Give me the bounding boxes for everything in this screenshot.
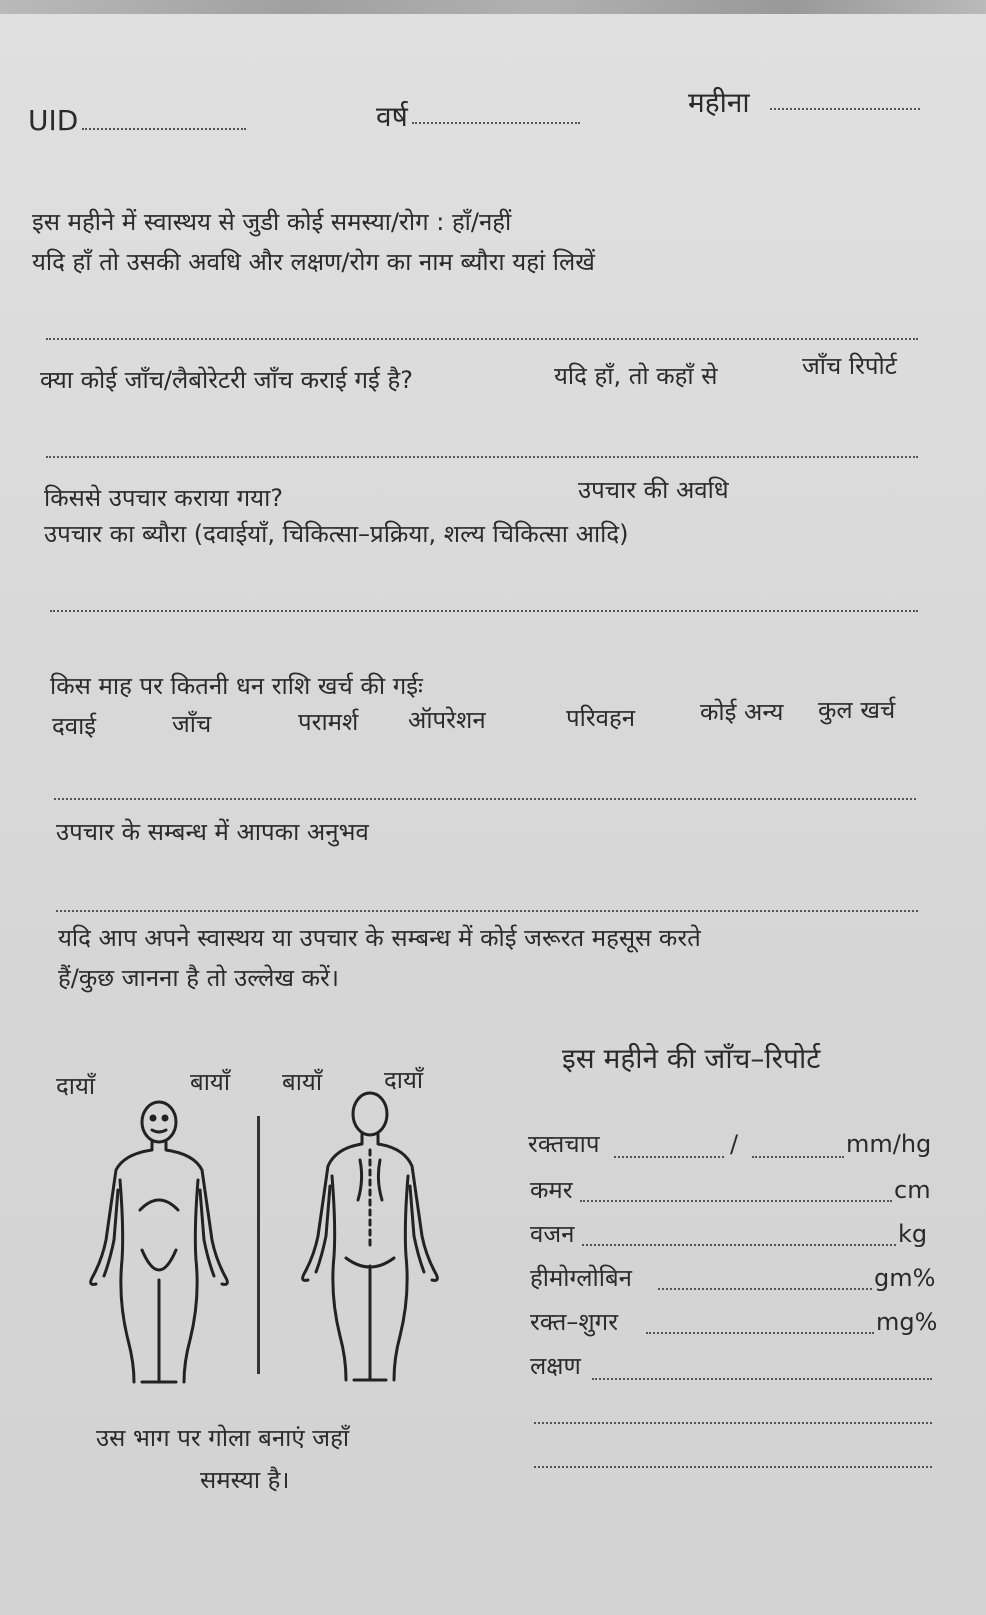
expense-field[interactable] — [54, 798, 916, 800]
lab-test-question: क्या कोई जाँच/लैबोरेटरी जाँच कराई गई है? — [40, 366, 413, 394]
symptoms-field-3[interactable] — [534, 1466, 932, 1468]
health-issue-question: इस महीने में स्वास्थय से जुडी कोई समस्या/रोग : हाँ/नहीं — [32, 208, 512, 236]
hemoglobin-label: हीमोग्लोबिन — [530, 1264, 632, 1292]
expense-col-consultation: परामर्श — [298, 708, 359, 736]
bp-label: रक्तचाप — [528, 1130, 600, 1158]
hemoglobin-field[interactable] — [658, 1288, 872, 1290]
year-label: वर्ष — [376, 100, 408, 133]
lab-test-where: यदि हाँ, तो कहाँ से — [554, 362, 718, 390]
front-left-label: बायाँ — [190, 1068, 231, 1096]
year-field[interactable] — [412, 122, 580, 124]
lab-test-report: जाँच रिपोर्ट — [802, 352, 897, 380]
blood-sugar-unit: mg% — [876, 1308, 938, 1336]
body-front-figure[interactable] — [84, 1100, 234, 1390]
treatment-duration: उपचार की अवधि — [578, 476, 729, 504]
weight-label: वजन — [530, 1220, 575, 1248]
expense-col-transport: परिवहन — [566, 704, 636, 732]
diagram-caption-line1: उस भाग पर गोला बनाएं जहाँ — [96, 1424, 350, 1452]
back-left-label: बायाँ — [282, 1068, 323, 1096]
waist-field[interactable] — [580, 1200, 892, 1202]
lab-test-field[interactable] — [46, 456, 918, 458]
bp-systolic-field[interactable] — [614, 1156, 724, 1158]
symptoms-label: लक्षण — [530, 1352, 581, 1380]
weight-field[interactable] — [582, 1244, 896, 1246]
treatment-details: उपचार का ब्यौरा (दवाईयाँ, चिकित्सा–प्रक्रिया, शल्य चिकित्सा आदि) — [44, 520, 629, 548]
experience-label: उपचार के सम्बन्ध में आपका अनुभव — [56, 818, 369, 846]
expense-col-medicine: दवाई — [52, 712, 97, 740]
waist-unit: cm — [894, 1176, 931, 1204]
expense-question: किस माह पर कितनी धन राशि खर्च की गईः — [50, 672, 423, 700]
expense-col-other: कोई अन्य — [700, 698, 784, 726]
symptoms-field-1[interactable] — [592, 1378, 932, 1380]
symptoms-field-2[interactable] — [534, 1422, 932, 1424]
experience-field[interactable] — [56, 910, 918, 912]
month-label: महीना — [688, 86, 750, 119]
body-back-figure[interactable] — [300, 1090, 440, 1390]
blood-sugar-label: रक्त–शुगर — [530, 1308, 619, 1336]
expense-col-total: कुल खर्च — [818, 696, 896, 724]
uid-label: UID — [28, 104, 79, 137]
blood-sugar-field[interactable] — [646, 1332, 874, 1334]
figure-divider — [257, 1116, 260, 1374]
treatment-by-whom: किससे उपचार कराया गया? — [44, 484, 284, 512]
bp-separator: / — [730, 1130, 739, 1158]
needs-line1: यदि आप अपने स्वास्थय या उपचार के सम्बन्ध में कोई जरूरत महसूस करते — [58, 924, 701, 952]
back-right-label: दायाँ — [384, 1066, 424, 1094]
bp-unit: mm/hg — [846, 1130, 932, 1158]
expense-col-tests: जाँच — [172, 710, 212, 738]
weight-unit: kg — [898, 1220, 928, 1248]
binding-strip — [0, 0, 986, 14]
expense-col-operation: ऑपरेशन — [408, 706, 486, 734]
waist-label: कमर — [530, 1176, 573, 1204]
front-right-label: दायाँ — [56, 1072, 96, 1100]
report-title: इस महीने की जाँच–रिपोर्ट — [562, 1042, 821, 1075]
diagram-caption-line2: समस्या है। — [200, 1466, 290, 1494]
bp-diastolic-field[interactable] — [752, 1156, 844, 1158]
uid-field[interactable] — [82, 128, 246, 130]
treatment-field[interactable] — [50, 610, 918, 612]
hemoglobin-unit: gm% — [874, 1264, 936, 1292]
health-issue-instruction: यदि हाँ तो उसकी अवधि और लक्षण/रोग का नाम ब्यौरा यहां लिखें — [32, 248, 595, 276]
health-issue-field[interactable] — [46, 338, 918, 340]
month-field[interactable] — [770, 108, 920, 110]
needs-line2: हैं/कुछ जानना है तो उल्लेख करें। — [58, 964, 339, 992]
